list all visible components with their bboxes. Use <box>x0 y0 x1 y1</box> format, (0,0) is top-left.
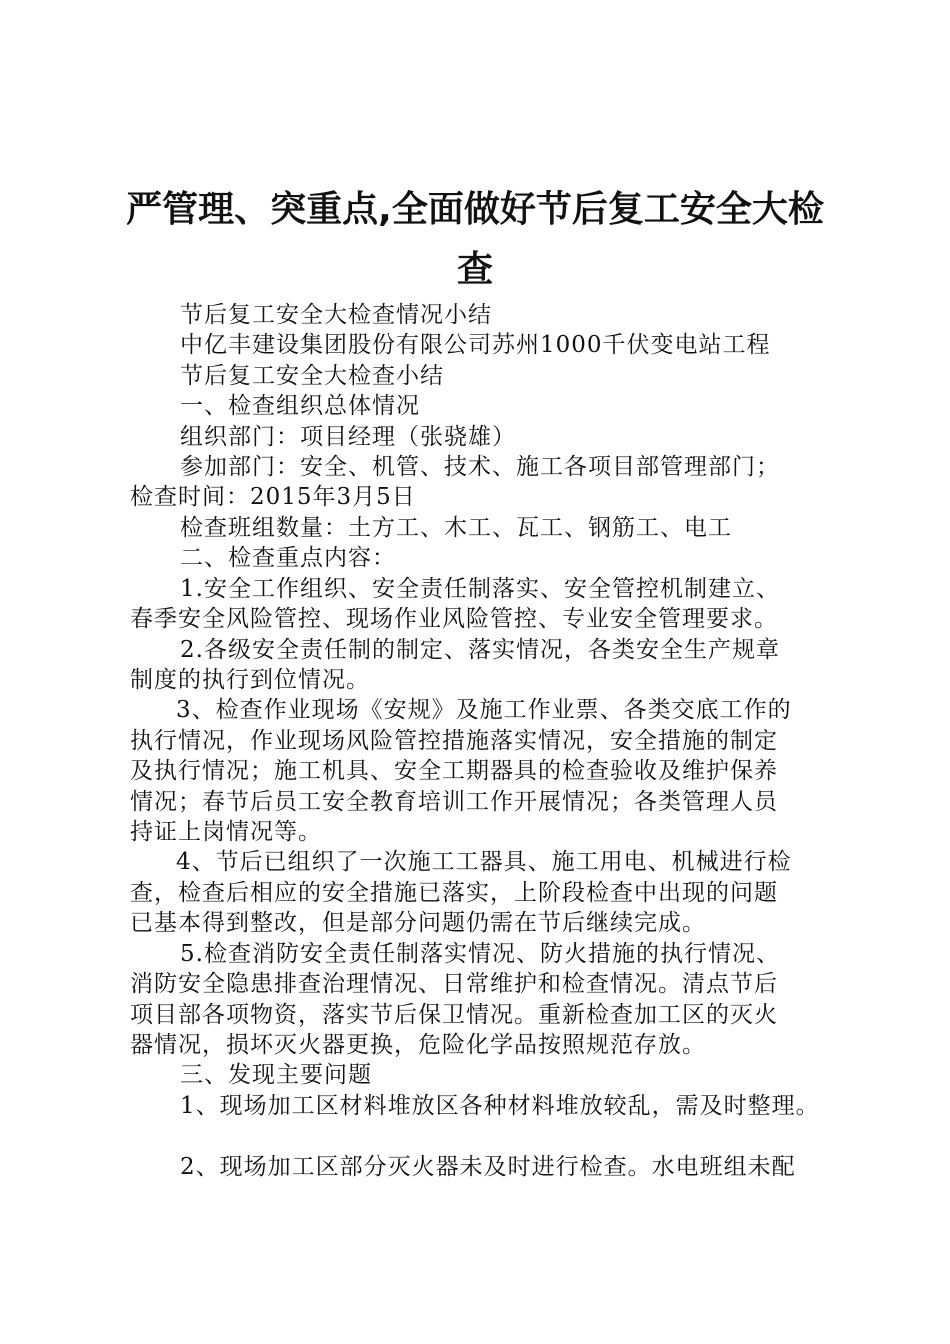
paragraph-line: 制度的执行到位情况。 <box>130 667 370 693</box>
paragraph-line: 查，检查后相应的安全措施已落实，上阶段检查中出现的问题 <box>130 880 778 906</box>
paragraph-line: 春季安全风险管控、现场作业风险管控、专业安全管理要求。 <box>130 606 778 632</box>
paragraph-line: 1.安全工作组织、安全责任制落实、安全管控机制建立、 <box>180 576 780 602</box>
paragraph-line: 5.检查消防安全责任制落实情况、防火措施的执行情况、 <box>180 941 780 967</box>
paragraph-line: 参加部门：安全、机管、技术、施工各项目部管理部门； <box>180 454 780 480</box>
paragraph-line: 4、节后已组织了一次施工工器具、施工用电、机械进行检 <box>176 849 792 875</box>
paragraph-line: 及执行情况；施工机具、安全工期器具的检查验收及维护保养 <box>130 758 778 784</box>
paragraph-line: 持证上岗情况等。 <box>130 819 322 845</box>
paragraph-line: 2、现场加工区部分灭火器未及时进行检查。水电班组未配 <box>180 1154 796 1180</box>
paragraph-line: 器情况，损坏灭火器更换，危险化学品按照规范存放。 <box>130 1032 706 1058</box>
paragraph-line: 检查班组数量：土方工、木工、瓦工、钢筋工、电工 <box>180 515 732 541</box>
paragraph-line: 已基本得到整改，但是部分问题仍需在节后继续完成。 <box>130 910 706 936</box>
paragraph-line: 情况；春节后员工安全教育培训工作开展情况；各类管理人员 <box>130 789 778 815</box>
paragraph-line: 3、检查作业现场《安规》及施工作业票、各类交底工作的 <box>176 697 792 723</box>
paragraph-line: 1、现场加工区材料堆放区各种材料堆放较乱，需及时整理。 <box>180 1093 820 1119</box>
paragraph-line: 项目部各项物资，落实节后保卫情况。重新检查加工区的灭火 <box>130 1002 778 1028</box>
paragraph-line: 2.各级安全责任制的制定、落实情况，各类安全生产规章 <box>180 637 780 663</box>
section-heading-3: 三、发现主要问题 <box>180 1062 372 1088</box>
section-heading-2: 二、检查重点内容： <box>180 545 396 571</box>
subtitle-summary: 节后复工安全大检查情况小结 <box>180 302 492 328</box>
paragraph-line: 检查时间：2015年3月5日 <box>130 484 416 510</box>
document-title-line-1: 严管理、突重点,全面做好节后复工安全大检 <box>126 189 824 230</box>
subtitle-summary-short: 节后复工安全大检查小结 <box>180 363 444 389</box>
paragraph-line: 组织部门：项目经理（张骁雄） <box>180 424 516 450</box>
document-title-line-2: 查 <box>456 249 493 290</box>
paragraph-line: 消防安全隐患排查治理情况、日常维护和检查情况。清点节后 <box>130 971 778 997</box>
paragraph-line: 执行情况，作业现场风险管控措施落实情况，安全措施的制定 <box>130 728 778 754</box>
subtitle-company-project: 中亿丰建设集团股份有限公司苏州1000千伏变电站工程 <box>180 332 771 358</box>
section-heading-1: 一、检查组织总体情况 <box>180 393 420 419</box>
